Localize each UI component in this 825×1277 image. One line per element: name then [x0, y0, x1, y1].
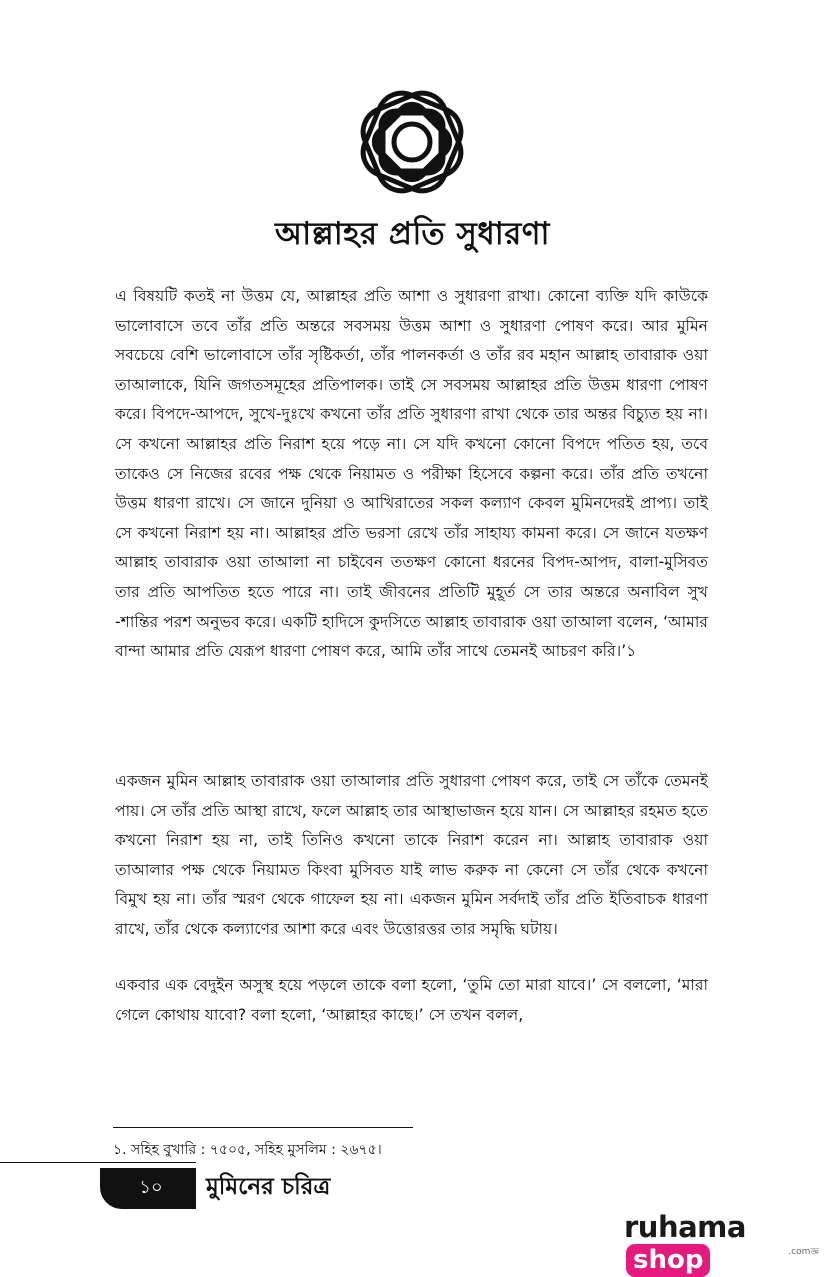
- brand-domain: .comজ্ঞ: [788, 1247, 819, 1257]
- paragraph-3: একবার এক বেদুইন অসুস্থ হয়ে পড়লে তাকে বলা হলো, ‘তুমি তো মারা যাবে।’ সে বললো, ‘মারা গেলে কোথায় যাবো? বলা হলো, ‘আল্লাহর কাছে।’ সে তখন বলল,: [115, 976, 708, 1024]
- brand-watermark: [624, 1210, 825, 1277]
- footer-rule: [0, 1162, 196, 1163]
- page-number: ১০: [139, 1177, 163, 1198]
- footnote-divider: [113, 1127, 413, 1128]
- footnote: ১. সহিহ বুখারি : ৭৫০৫, সহিহ মুসলিম : ২৬৭৫।: [113, 1142, 382, 1158]
- chapter-title: আল্লাহর প্রতি সুধারণা: [274, 216, 551, 252]
- brand-name: ruhama: [624, 1210, 746, 1244]
- paragraph-1: এ বিষয়টি কতই না উত্তম যে, আল্লাহর প্রতি আশা ও সুধারণা রাখা। কোনো ব্যক্তি যদি কাউকে ভালোবাসে তবে তাঁর প্রতি অন্তরে সবসময় উত্তম আশা ও সুধারণা পোষণ করে। আর মুমিন সবচেয়ে বেশি ভালোবাসে তাঁর সৃষ্টিকর্তা, তাঁর পালনকর্তা ও তাঁর রব মহান আল্লাহ তাবারাক ওয়া তাআলাকে, যিনি জগতসমূহের প্রতিপালক। তাই সে সবসময় আল্লাহর প্রতি উত্তম ধারণা পোষণ করে। বিপদে-আপদে, সুখে-দুঃখে কখনো তাঁর প্রতি সুধারণা রাখা থেকে তার অন্তর বিচ্যুত হয় না। সে কখনো আল্লাহর প্রতি নিরাশ হয়ে পড়ে না। সে যদি কখনো কোনো বিপদে পতিত হয়, তবে তাকেও সে নিজের রবের পক্ষ থেকে নিয়ামত ও পরীক্ষা হিসেবে কল্পনা করে। তাঁর প্রতি তখনো উত্তম ধারণা রাখে। সে জানে দুনিয়া ও আখিরাতের সকল কল্যাণ কেবল মুমিনদেরই প্রাপ্য। তাই সে কখনো নিরাশ হয় না। আল্লাহর প্রতি ভরসা রেখে তাঁর সাহায্য কামনা করে। সে জানে যতক্ষণ আল্লাহ তাবারাক ওয়া তাআলা না চাইবেন ততক্ষণ কোনো ধরনের বিপদ-আপদ, বালা-মুসিবত তার প্রতি আপতিত হতে পারে না। তাই জীবনের প্রতিটি মুহূর্ত সে তার অন্তরে অনাবিল সুখ -শান্তির পরশ অনুভব করে। একটি হাদিসে কুদসিতে আল্লাহ তাবারাক ওয়া তাআলা বলেন, ‘আমার বান্দা আমার প্রতি যেরূপ ধারণা পোষণ করে, আমি তাঁর সাথে তেমনই আচরণ করি।’১: [115, 287, 708, 661]
- running-book-title: মুমিনের চরিত্র: [206, 1173, 331, 1200]
- paragraph-2: একজন মুমিন আল্লাহ তাবারাক ওয়া তাআলার প্রতি সুধারণা পোষণ করে, তাই সে তাঁকে তেমনই পায়। সে তাঁর প্রতি আস্থা রাখে, ফলে আল্লাহ তার আস্থাভাজন হয়ে যান। সে আল্লাহর রহমত হতে কখনো নিরাশ হয় না, তাই তিনিও কখনো তাকে নিরাশ করেন না। আল্লাহ তাবারাক ওয়া তাআলার পক্ষ থেকে নিয়ামত কিংবা মুসিবত যাই লাভ করুক না কেনো সে তাঁর থেকে কখনো বিমুখ হয় না। তাঁর স্মরণ থেকে গাফেল হয় না। একজন মুমিন সর্বদাই তাঁর প্রতি ইতিবাচক ধারণা রাখে, তাঁর থেকে কল্যাণের আশা করে এবং উত্তোরত্তর তার সমৃদ্ধি ঘটায়।: [115, 772, 708, 938]
- rosette-ornament-icon: [358, 88, 466, 196]
- brand-shop-badge: shop: [626, 1244, 710, 1277]
